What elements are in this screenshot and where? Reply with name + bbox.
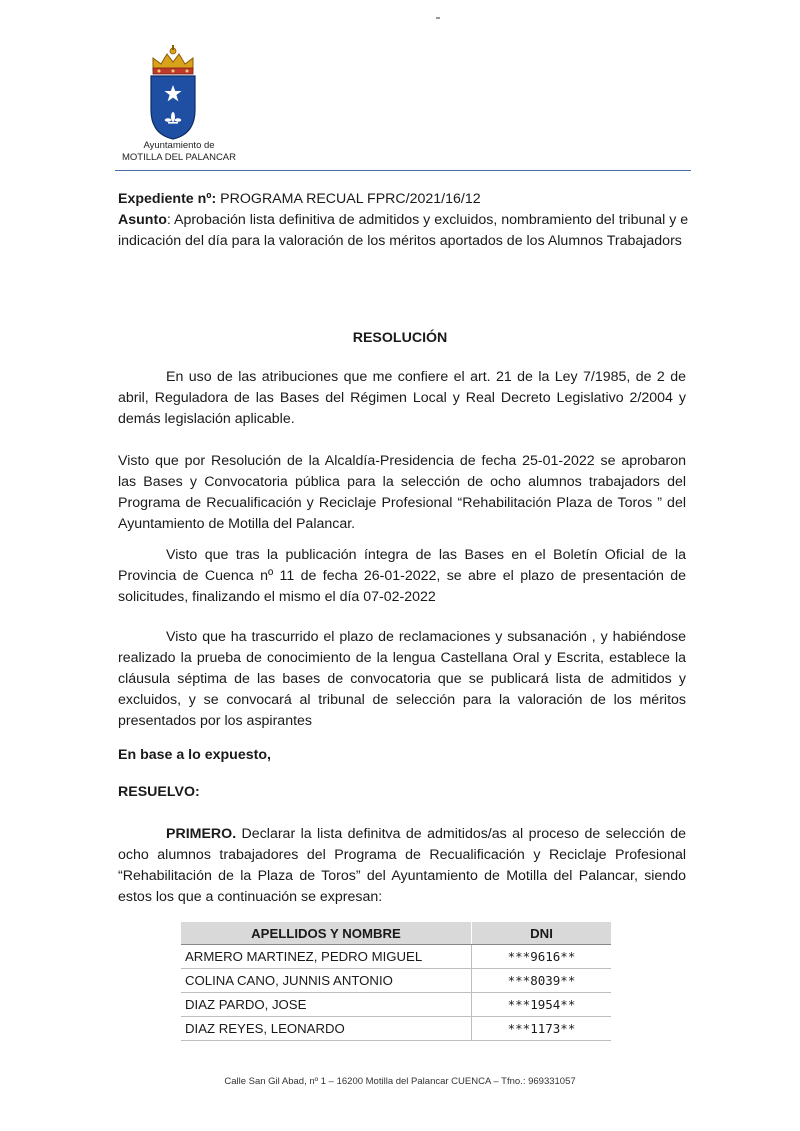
cell-dni: ***8039** <box>472 969 612 993</box>
cell-name: ARMERO MARTINEZ, PEDRO MIGUEL <box>181 945 472 969</box>
paragraph-3: Visto que tras la publicación íntegra de las Bases en el Boletín Oficial de la Provincia de Cuenca nº 11 de fecha 26-01-2022, se abre el plazo de presentación de solicitudes, finalizando el mismo el día 07-02-2022 <box>118 547 686 605</box>
primero-label: PRIMERO. <box>166 826 237 842</box>
asunto-line <box>118 210 698 252</box>
table-row <box>181 1017 611 1041</box>
expediente-value: PROGRAMA RECUAL FPRC/2021/16/12 <box>216 191 481 207</box>
page-footer: Calle San Gil Abad, nº 1 – 16200 Motilla del Palancar CUENCA – Tfno.: 969331057 <box>224 1076 576 1087</box>
cell-name: DIAZ REYES, LEONARDO <box>181 1017 472 1041</box>
en-base-heading: En base a lo expuesto, <box>118 747 271 763</box>
asunto-label: Asunto <box>118 212 167 228</box>
column-header-name: APELLIDOS Y NOMBRE <box>181 922 472 945</box>
paragraph-4: Visto que ha trascurrido el plazo de reclamaciones y subsanación , y habiéndose realizado la prueba de conocimiento de la lengua Castellana Oral y Escrita, establece la cláusula séptima de las bases de convocatoria que se publicará lista de admitidos y excluidos, y se convocará al tribunal de selección para la valoración de los méritos presentados por los aspirantes <box>118 629 686 729</box>
table-row <box>181 945 611 969</box>
organization-name <box>114 140 244 164</box>
table-row <box>181 969 611 993</box>
coat-of-arms-icon <box>143 42 203 142</box>
table-row <box>181 993 611 1017</box>
admitted-list-table <box>181 922 611 1041</box>
document-title: RESOLUCIÓN <box>352 330 448 346</box>
org-line-2: MOTILLA DEL PALANCAR <box>121 152 237 163</box>
scan-speck <box>436 17 440 19</box>
org-line-1: Ayuntamiento de <box>143 140 215 151</box>
cell-name: COLINA CANO, JUNNIS ANTONIO <box>181 969 472 993</box>
cell-dni: ***1173** <box>472 1017 612 1041</box>
cell-dni: ***1954** <box>472 993 612 1017</box>
column-header-dni: DNI <box>472 922 612 945</box>
resuelvo-heading: RESUELVO: <box>118 784 200 800</box>
primero-paragraph <box>118 824 686 908</box>
cell-dni: ***9616** <box>472 945 612 969</box>
paragraph-1: En uso de las atribuciones que me confiere el art. 21 de la Ley 7/1985, de 2 de abril, Reguladora de las Bases del Régimen Local y Real Decreto Legislativo 2/2004 y demás legislación aplicable. <box>118 369 686 427</box>
header-divider <box>115 170 691 171</box>
asunto-value: : Aprobación lista definitiva de admitidos y excluidos, nombramiento del tribunal y e indicación del día para la valoración de los méritos aportados de los Alumnos Trabajadors <box>118 212 689 249</box>
cell-name: DIAZ PARDO, JOSE <box>181 993 472 1017</box>
expediente-label: Expediente nº: <box>118 191 217 207</box>
primero-text: Declarar la lista definitva de admitidos/as al proceso de selección de ocho alumnos trabajadores del Programa de Recualificación y Reciclaje Profesional “Rehabilitación de la Plaza de Toros” del Ayuntamiento de Motilla del Palancar, siendo estos los que a continuación se expresan: <box>118 826 686 905</box>
expediente-line <box>118 189 698 210</box>
paragraph-2: Visto que por Resolución de la Alcaldía-Presidencia de fecha 25-01-2022 se aprobaron las Bases y Convocatoria pública para la selección de ocho alumnos trabajadors del Programa de Recualificación y Reciclaje Profesional “Rehabilitación Plaza de Toros ” del Ayuntamiento de Motilla del Palancar. <box>118 453 686 532</box>
case-header <box>118 189 698 252</box>
table-header-row <box>181 922 611 945</box>
